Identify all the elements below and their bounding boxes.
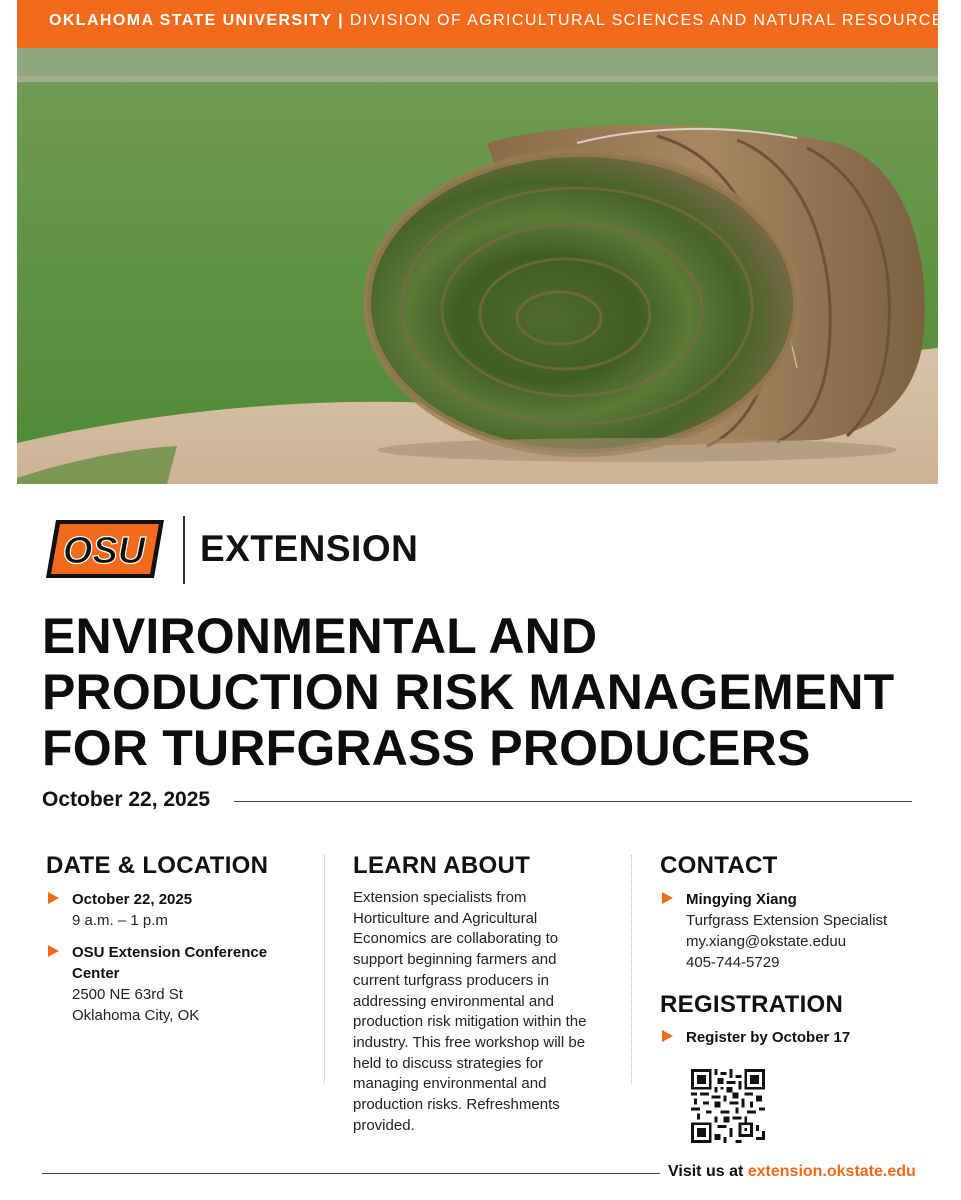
contact-heading: CONTACT xyxy=(660,852,778,879)
title-line-1: ENVIRONMENTAL AND xyxy=(42,608,598,664)
bullet-arrow-icon xyxy=(662,892,673,904)
division-name: DIVISION OF AGRICULTURAL SCIENCES AND NATURAL RESOURCES xyxy=(349,12,956,29)
contact-item xyxy=(660,889,930,973)
date-rule xyxy=(234,801,912,802)
osu-logo-text: OSU xyxy=(62,530,146,572)
hero-photo-sod-roll xyxy=(17,48,938,484)
university-name: OKLAHOMA STATE UNIVERSITY | xyxy=(49,12,345,29)
contact-section xyxy=(660,852,930,1048)
registration-item xyxy=(660,1027,930,1048)
bullet-arrow-icon xyxy=(662,1030,673,1042)
time-value: 9 a.m. – 1 p.m xyxy=(72,912,168,929)
date-location-heading: DATE & LOCATION xyxy=(46,852,269,879)
header-banner xyxy=(17,0,956,48)
location-item xyxy=(46,942,316,1026)
column-separator xyxy=(324,855,325,1083)
footer xyxy=(668,1163,916,1181)
learn-about-section xyxy=(353,852,613,1136)
event-title xyxy=(42,608,922,776)
venue-name: OSU Extension Conference Center xyxy=(72,944,268,982)
extension-label: EXTENSION xyxy=(200,528,419,569)
date-location-section xyxy=(46,852,316,1026)
contact-phone[interactable]: 405-744-5729 xyxy=(686,954,780,971)
title-line-3: FOR TURFGRASS PRODUCERS xyxy=(42,720,811,776)
bullet-arrow-icon xyxy=(48,892,59,904)
registration-heading: REGISTRATION xyxy=(660,991,844,1018)
contact-role: Turfgrass Extension Specialist xyxy=(686,912,888,929)
brand-divider xyxy=(183,516,185,584)
bullet-arrow-icon xyxy=(48,945,59,957)
address-line-2: Oklahoma City, OK xyxy=(72,1007,200,1024)
registration-deadline: Register by October 17 xyxy=(686,1029,851,1046)
footer-url-link[interactable]: extension.okstate.edu xyxy=(747,1163,916,1180)
date-value: October 22, 2025 xyxy=(72,891,193,908)
footer-rule xyxy=(42,1173,660,1174)
learn-about-heading: LEARN ABOUT xyxy=(353,852,531,879)
date-row xyxy=(42,788,912,816)
contact-email[interactable]: my.xiang@okstate.eduu xyxy=(686,933,847,950)
event-date: October 22, 2025 xyxy=(42,788,211,811)
contact-name: Mingying Xiang xyxy=(686,891,797,908)
learn-about-body: Extension specialists from Horticulture and Agricultural Economics are collaborating to support beginning farmers and current turfgrass producers in addressing environmental and production risk mitigation within the industry. This free workshop will be held to discuss strategies for managing environmental and production risks. Refreshments provided. xyxy=(353,889,587,1134)
column-separator xyxy=(631,855,632,1083)
visit-label: Visit us at xyxy=(668,1163,744,1180)
title-line-2: PRODUCTION RISK MANAGEMENT xyxy=(42,664,895,720)
date-item xyxy=(46,889,316,931)
qr-code[interactable] xyxy=(691,1069,765,1143)
address-line-1: 2500 NE 63rd St xyxy=(72,986,183,1003)
osu-logo xyxy=(42,516,168,582)
